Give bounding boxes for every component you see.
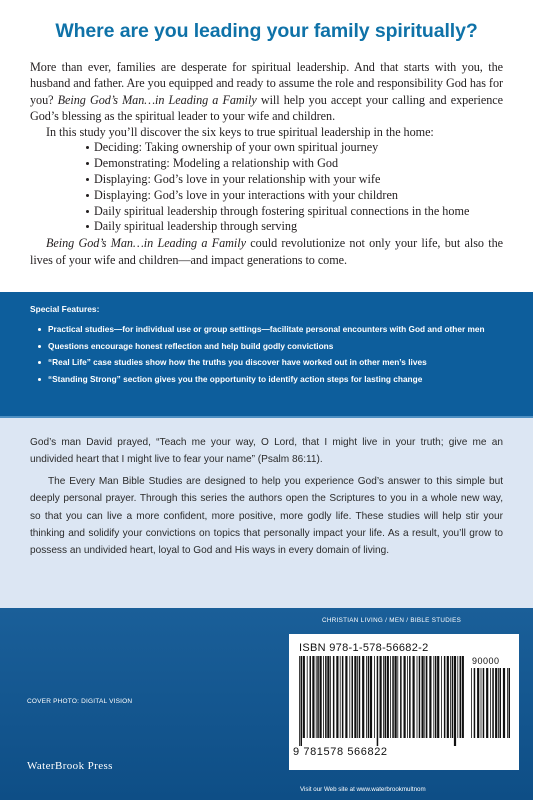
barcode-bar bbox=[419, 656, 421, 738]
barcode-bar bbox=[444, 656, 446, 738]
barcode-bar bbox=[426, 656, 428, 738]
barcode-bar bbox=[474, 668, 476, 738]
feature-item: “Real Life” case studies show how the truths you discover have worked out in other men’s lives bbox=[48, 354, 503, 371]
barcode-bar bbox=[509, 668, 511, 738]
barcode-bar bbox=[387, 656, 389, 738]
barcode-bar bbox=[362, 656, 364, 738]
ean-barcode bbox=[299, 656, 465, 746]
barcode-bar bbox=[409, 656, 411, 738]
book-title-italic: Being God’s Man…in Leading a Family bbox=[57, 92, 257, 107]
barcode-bar bbox=[330, 656, 331, 738]
barcode-bar bbox=[433, 656, 434, 738]
barcode-bar bbox=[452, 656, 454, 738]
keys-list bbox=[94, 140, 503, 235]
barcode-bar bbox=[435, 656, 437, 738]
cover-photo-credit: COVER PHOTO: DIGITAL VISION bbox=[27, 698, 133, 705]
key-item: Displaying: God’s love in your relationship with your wife bbox=[94, 172, 503, 188]
closing-text: could revolutionize not only your life, but also the lives of your wife and children—and impact generations to come. bbox=[30, 236, 503, 267]
barcode-bar bbox=[320, 656, 322, 738]
barcode-bar bbox=[370, 656, 372, 738]
barcode-bar bbox=[481, 668, 482, 738]
barcode-box bbox=[289, 634, 519, 770]
barcode-bar bbox=[471, 668, 472, 738]
barcode-bar bbox=[366, 656, 367, 738]
description-section bbox=[0, 0, 533, 292]
barcode-bar bbox=[325, 656, 327, 738]
publisher-logo: WaterBrook Press bbox=[27, 760, 113, 772]
barcode-bar bbox=[359, 656, 361, 738]
headline: Where are you leading your family spiritually? bbox=[55, 20, 478, 42]
barcode-bar bbox=[374, 656, 375, 738]
barcode-bar bbox=[323, 656, 324, 738]
barcode-bar bbox=[450, 656, 451, 738]
barcode-bar bbox=[492, 668, 494, 738]
price-barcode bbox=[471, 668, 511, 746]
special-features-band bbox=[0, 292, 533, 416]
barcode-bar bbox=[383, 656, 384, 738]
barcode-bar bbox=[397, 656, 398, 738]
barcode-bar bbox=[385, 656, 387, 738]
barcode-bar bbox=[404, 656, 406, 738]
barcode-bar bbox=[441, 656, 442, 738]
key-item: Daily spiritual leadership through fostering spiritual connections in the home bbox=[94, 204, 503, 220]
barcode-bar bbox=[486, 668, 488, 738]
barcode-bar bbox=[490, 668, 491, 738]
back-cover-footer bbox=[0, 608, 533, 800]
barcode-bar bbox=[507, 668, 508, 738]
key-item: Daily spiritual leadership through serving bbox=[94, 219, 503, 235]
barcode-bar bbox=[354, 656, 356, 738]
barcode-bar bbox=[303, 656, 305, 738]
category-label: CHRISTIAN LIVING / MEN / BIBLE STUDIES bbox=[322, 617, 462, 624]
website-text: Visit our Web site at www.waterbrookmultnom bbox=[300, 786, 426, 793]
barcode-bar bbox=[312, 656, 314, 738]
barcode-bar bbox=[500, 668, 502, 738]
barcode-bar bbox=[317, 656, 319, 738]
feature-item: Practical studies—for individual use or group settings—facilitate personal encounters with God and other men bbox=[48, 321, 503, 338]
key-item: Deciding: Taking ownership of your own spiritual journey bbox=[94, 140, 503, 156]
barcode-bar bbox=[460, 656, 462, 738]
price-code: 90000 bbox=[472, 656, 500, 666]
barcode-bar bbox=[340, 656, 341, 738]
barcode-bar bbox=[377, 656, 379, 746]
barcode-bar bbox=[352, 656, 354, 738]
barcode-bar bbox=[498, 668, 499, 738]
barcode-bar bbox=[395, 656, 397, 738]
features-title: Special Features: bbox=[30, 304, 100, 314]
psalm-quote: God’s man David prayed, “Teach me your way, O Lord, that I might live in your truth; give me an undivided heart that I might live to fear your name” (Psalm 86:11). bbox=[30, 437, 503, 466]
barcode-bar bbox=[345, 656, 347, 738]
series-paragraph: The Every Man Bible Studies are designed to help you experience God’s answer to this simple but deeply personal prayer. Through this series the authors open the Scriptures to you in a whole new way, so that you can live a more confident, more positive, more godly life. These studies will help stir your thinking and solidify your convictions on topics that personally impact your life. As a result, you’ll grow to possess an undivided heart, loyal to God and His ways in every domain of living. bbox=[30, 475, 503, 557]
barcode-bar bbox=[336, 656, 338, 738]
barcode-bar bbox=[301, 656, 303, 746]
barcode-bar bbox=[503, 668, 505, 738]
barcode-bar bbox=[299, 656, 300, 746]
feature-item: “Standing Strong” section gives you the opportunity to identify action steps for lasting change bbox=[48, 371, 503, 388]
barcode-bar bbox=[349, 656, 350, 738]
series-description bbox=[0, 418, 533, 608]
keys-intro: In this study you’ll discover the six keys to true spiritual leadership in the home: bbox=[46, 125, 434, 140]
barcode-bar bbox=[447, 656, 449, 738]
barcode-bar bbox=[310, 656, 312, 738]
barcode-bar bbox=[454, 656, 456, 746]
barcode-bar bbox=[413, 656, 415, 738]
barcode-bar bbox=[422, 656, 424, 738]
barcode-bar bbox=[392, 656, 394, 738]
barcode-bar bbox=[429, 656, 431, 738]
barcode-bar bbox=[307, 656, 308, 738]
barcode-bar bbox=[380, 656, 382, 738]
barcode-bar bbox=[457, 656, 458, 738]
barcode-bar bbox=[462, 656, 464, 738]
barcode-bar bbox=[477, 668, 479, 738]
barcode-bar bbox=[342, 656, 344, 738]
barcode-bar bbox=[424, 656, 425, 738]
key-item: Demonstrating: Modeling a relationship with God bbox=[94, 156, 503, 172]
closing-paragraph bbox=[30, 235, 503, 268]
barcode-bar bbox=[390, 656, 391, 738]
intro-text-2: will help you accept your calling and experience God’s blessing as the spiritual leader to your wife and children. bbox=[30, 92, 503, 123]
barcode-bar bbox=[437, 656, 439, 738]
ean-digits: 9 781578 566822 bbox=[293, 746, 388, 758]
feature-item: Questions encourage honest reflection and help build godly convictions bbox=[48, 338, 503, 355]
key-item: Displaying: God’s love in your interactions with your children bbox=[94, 188, 503, 204]
barcode-bar bbox=[407, 656, 408, 738]
barcode-bar bbox=[357, 656, 358, 738]
barcode-bar bbox=[483, 668, 485, 738]
barcode-bar bbox=[368, 656, 370, 738]
isbn-text: ISBN 978-1-578-56682-2 bbox=[299, 642, 429, 654]
book-title-italic: Being God’s Man…in Leading a Family bbox=[46, 236, 246, 251]
barcode-bar bbox=[417, 656, 418, 738]
features-list bbox=[48, 321, 503, 387]
barcode-bar bbox=[495, 668, 497, 738]
barcode-bar bbox=[333, 656, 335, 738]
barcode-bar bbox=[327, 656, 329, 738]
barcode-bar bbox=[316, 656, 317, 738]
intro-paragraph bbox=[30, 59, 503, 124]
intro-text-1: More than ever, families are desperate for spiritual leadership. And that starts with you, the husband and father. Are you equipped and ready to assume the role and responsibility God has for you? bbox=[30, 60, 503, 107]
barcode-bar bbox=[400, 656, 402, 738]
